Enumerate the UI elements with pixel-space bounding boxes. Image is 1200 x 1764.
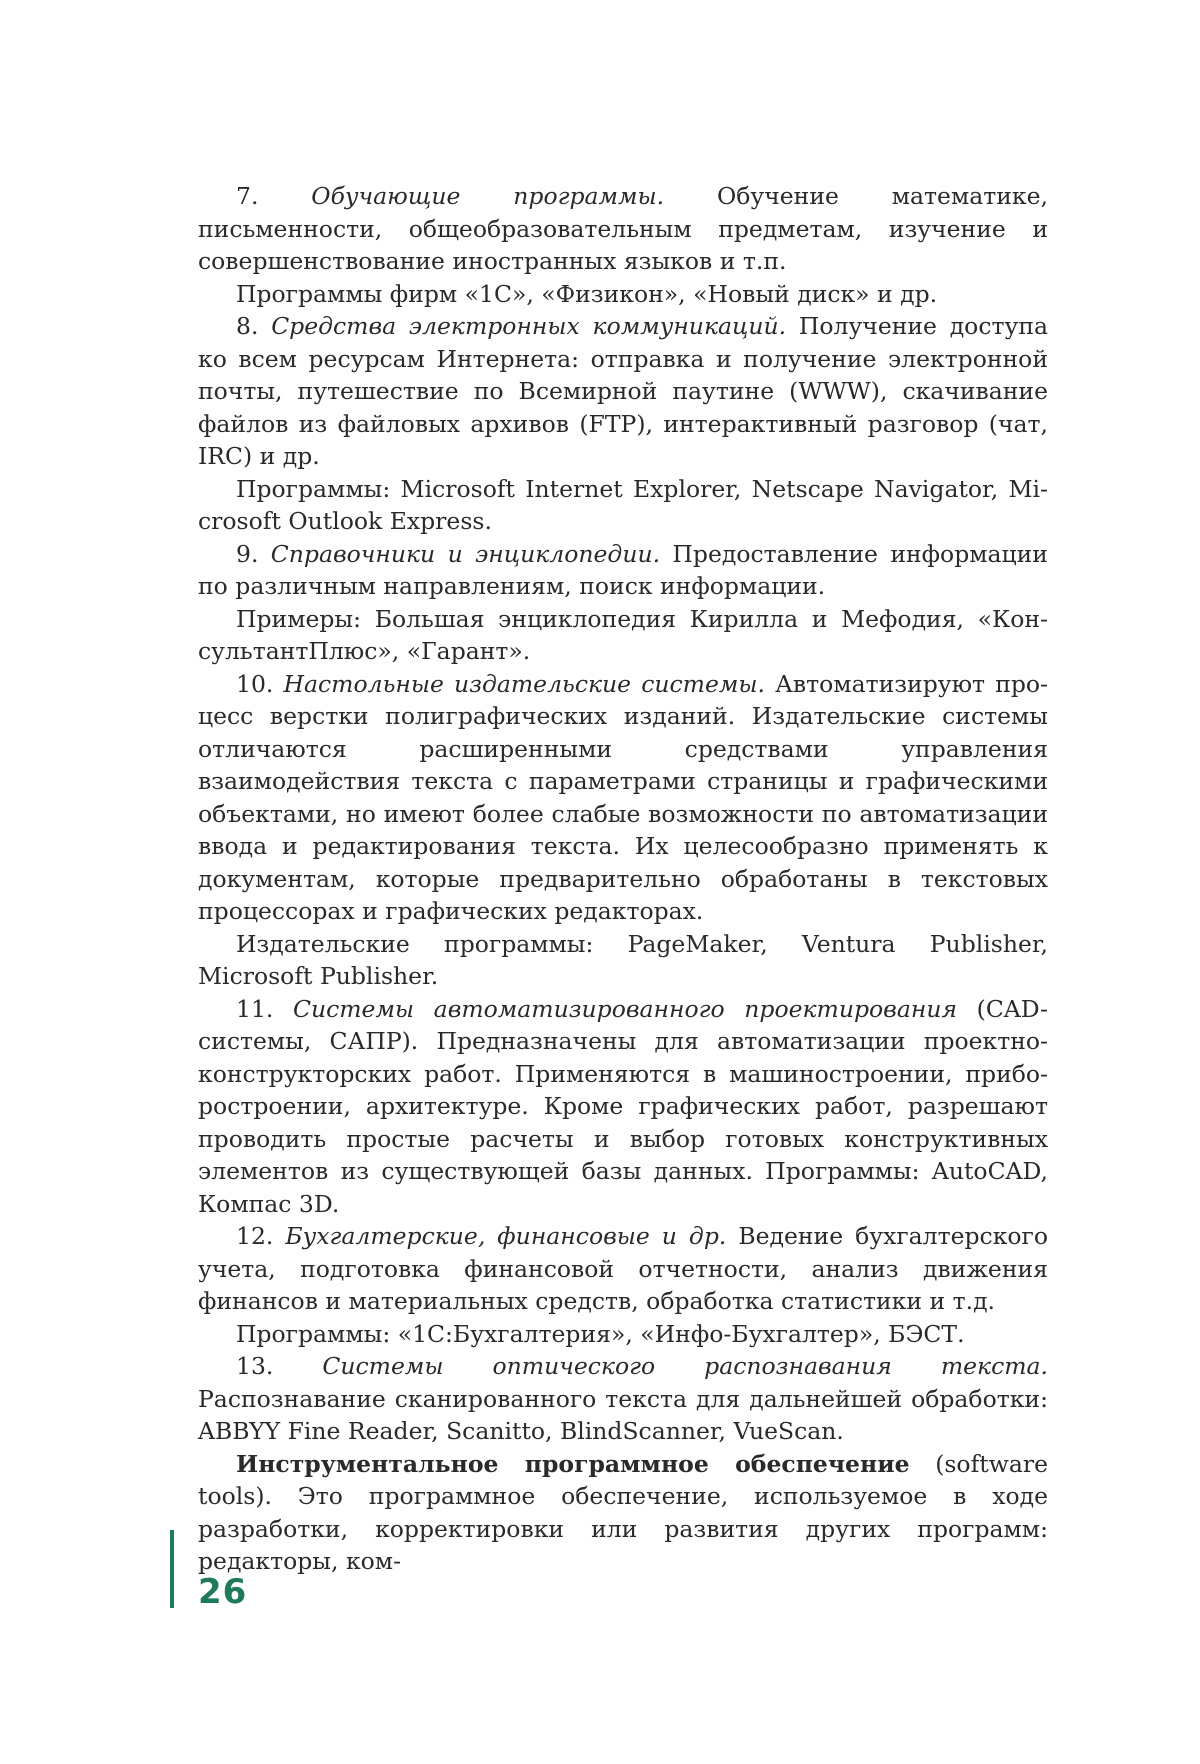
item-text: Примеры: Большая энциклопедия Кирилла и Мефодия, «КонсультантПлюс», «Гарант». xyxy=(198,604,1048,665)
item-number: 10. xyxy=(236,669,284,698)
item-heading: Средства электронных коммуникаций. xyxy=(271,312,787,340)
paragraph-item-10 xyxy=(198,668,1048,928)
paragraph-item-12-programs xyxy=(198,1318,1048,1351)
item-text: Автоматизируют процесс верстки полиграфических изданий. Издательские системы отличаются расширенными средствами управления взаимодействия текста с параметрами страницы и графическими объектами, но имеют более слабые возможности по автоматизации ввода и редактирования текста. Их целесообразно применять к документам, которые предварительно обработаны в текстовых процессорах и графических редакторах. xyxy=(198,669,1048,925)
item-heading: Системы оптического распознавания текста. xyxy=(322,1352,1048,1380)
item-text: (CAD-системы, САПР). Предназначены для автоматизации проектно-конструкторских работ. Применяются в машиностроении, приборостроении, архитектуре. Кроме графических работ, разрешают проводить простые расчеты и выбор готовых конструктивных элементов из существующей базы данных. Программы: AutoCAD, Компас 3D. xyxy=(198,994,1048,1218)
item-number: 12. xyxy=(236,1222,286,1250)
paragraph-item-8 xyxy=(198,310,1048,473)
paragraph-item-13 xyxy=(198,1350,1048,1448)
item-heading: Настольные издательские системы. xyxy=(283,669,765,698)
term-text: (software tools). Это программное обеспечение, используемое в ходе разработки, корректировки или развития других программ: редакторы, ком- xyxy=(198,1449,1048,1575)
paragraph-item-7 xyxy=(198,180,1048,278)
item-heading: Бухгалтерские, финансовые и др. xyxy=(285,1222,727,1250)
body-text xyxy=(198,180,1048,1578)
item-heading: Справочники и энциклопедии. xyxy=(270,539,661,568)
paragraph-item-8-programs xyxy=(198,473,1048,538)
item-number: 8. xyxy=(236,312,272,340)
term-heading: Инструментальное программное обеспечение xyxy=(236,1449,910,1478)
page-number: 26 xyxy=(198,1572,248,1612)
item-heading: Обучающие программы. xyxy=(311,182,665,210)
paragraph-item-9-examples xyxy=(198,603,1048,668)
item-number: 13. xyxy=(236,1352,323,1380)
paragraph-item-12 xyxy=(198,1220,1048,1318)
item-text: Предоставление информации по различным направлениям, поиск информации. xyxy=(198,539,1048,600)
item-text: Ведение бухгалтерского учета, подготовка финансовой отчетности, анализ движения финансов и материальных средств, обработка статистики и т.д. xyxy=(198,1222,1048,1315)
paragraph-item-9 xyxy=(198,538,1048,603)
item-text: Программы: Microsoft Internet Explorer, Netscape Navigator, Microsoft Outlook Express. xyxy=(198,474,1048,535)
paragraph-item-11 xyxy=(198,993,1048,1221)
item-text: Издательские программы: PageMaker, Ventura Publisher, Microsoft Publisher. xyxy=(198,929,1048,990)
item-text: Обучение математике, письменности, общеобразовательным предметам, изучение и совершенствование иностранных языков и т.п. xyxy=(198,182,1048,275)
item-number: 11. xyxy=(236,994,293,1023)
paragraph-item-10-programs xyxy=(198,928,1048,993)
item-number: 9. xyxy=(236,539,271,568)
item-text: Программы: «1С:Бухгалтерия», «Инфо-Бухгалтер», БЭСТ. xyxy=(236,1319,965,1348)
page-marker-bar xyxy=(170,1530,174,1608)
item-text: Программы фирм «1С», «Физикон», «Новый диск» и др. xyxy=(236,279,938,308)
item-text: Распознавание сканированного текста для дальнейшей обработки: ABBYY Fine Reader, Scanitto, BlindScanner, VueScan. xyxy=(198,1384,1048,1445)
item-number: 7. xyxy=(236,182,312,210)
paragraph-software-tools xyxy=(198,1448,1048,1578)
paragraph-item-7-programs xyxy=(198,278,1048,311)
item-text: Получение доступа ко всем ресурсам Интернета: отправка и получение электронной почты, путешествие по Всемирной паутине (WWW), скачивание файлов из файловых архивов (FTP), интерактивный разговор (чат, IRC) и др. xyxy=(198,312,1048,470)
item-heading: Системы автоматизированного проектирования xyxy=(292,994,958,1023)
